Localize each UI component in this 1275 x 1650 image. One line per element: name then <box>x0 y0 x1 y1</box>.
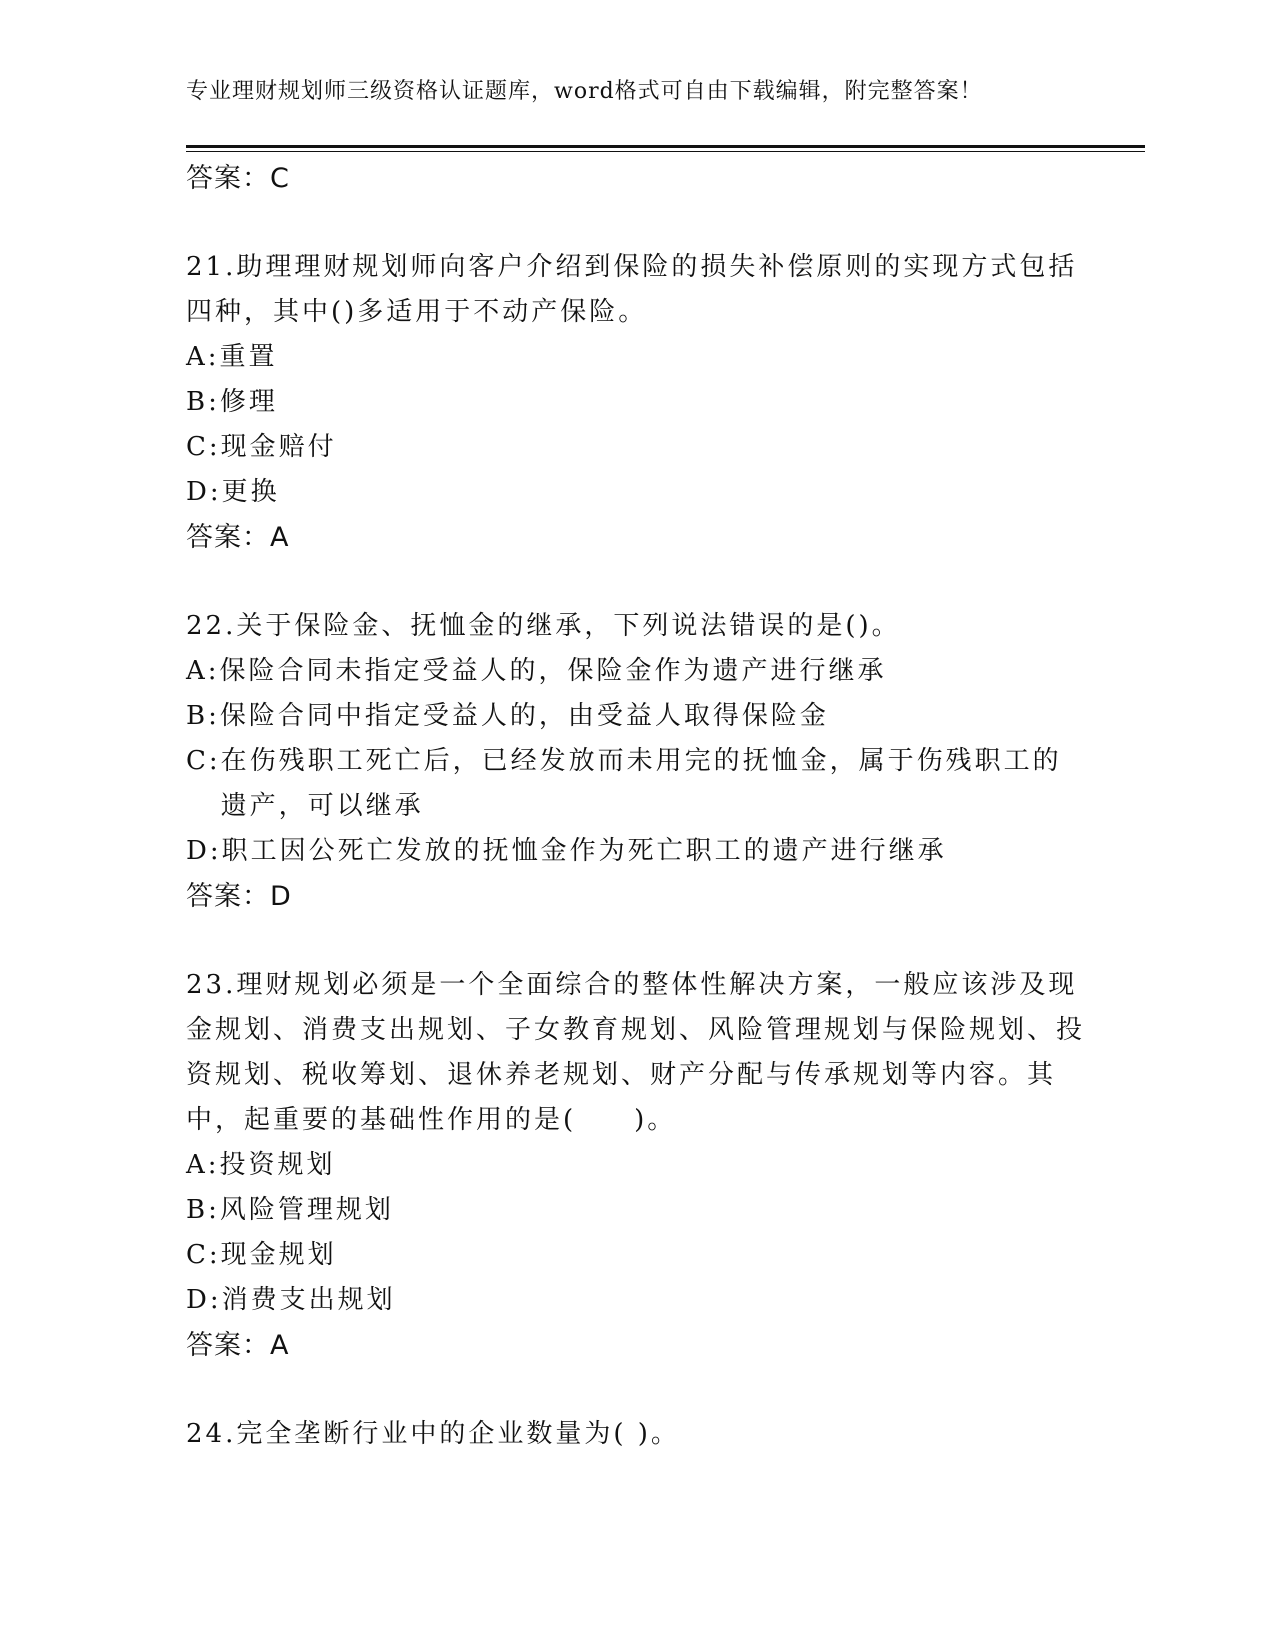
option-key: C: <box>186 432 221 462</box>
option-text: 保险合同未指定受益人的，保险金作为遗产进行继承 <box>219 656 887 686</box>
question-23 <box>186 963 1086 1368</box>
option-text: 投资规划 <box>219 1150 336 1180</box>
option-c <box>186 425 1086 470</box>
option-key: A: <box>186 342 220 372</box>
option-key: C: <box>186 746 221 776</box>
question-stem: 24.完全垄断行业中的企业数量为( )。 <box>186 1419 680 1449</box>
option-text: 职工因公死亡发放的抚恤金作为死亡职工的遗产进行继承 <box>221 836 947 866</box>
spacer <box>186 919 1086 963</box>
option-a <box>186 649 1086 694</box>
option-text: 现金规划 <box>220 1240 337 1270</box>
option-d <box>186 1278 1086 1323</box>
option-text: 在伤残职工死亡后，已经发放而未用完的抚恤金，属于伤残职工的遗产，可以继承 <box>220 746 1062 821</box>
header-rule-thin <box>186 151 1145 152</box>
answer-line: 答案：D <box>186 881 292 912</box>
spacer <box>186 201 1086 245</box>
option-text: 更换 <box>221 477 280 507</box>
question-22 <box>186 604 1086 919</box>
option-text: 重置 <box>219 342 278 372</box>
header-rule <box>186 145 1145 148</box>
option-text: 风险管理规划 <box>219 1195 394 1225</box>
option-b <box>186 1188 1086 1233</box>
option-text: 修理 <box>219 387 278 417</box>
question-stem: 21.助理理财规划师向客户介绍到保险的损失补偿原则的实现方式包括四种，其中()多适用于不动产保险。 <box>186 252 1078 327</box>
option-key: B: <box>186 387 220 417</box>
option-key: A: <box>186 656 220 686</box>
answer-line: 答案：A <box>186 522 290 553</box>
option-text: 保险合同中指定受益人的，由受益人取得保险金 <box>219 701 829 731</box>
option-c <box>186 739 1086 829</box>
option-key: C: <box>186 1240 221 1270</box>
option-c <box>186 1233 1086 1278</box>
question-21 <box>186 245 1086 560</box>
option-key: B: <box>186 701 220 731</box>
option-a <box>186 1143 1086 1188</box>
option-text: 消费支出规划 <box>221 1285 396 1315</box>
option-d <box>186 829 1086 874</box>
question-stem: 22.关于保险金、抚恤金的继承，下列说法错误的是()。 <box>186 611 901 641</box>
option-key: D: <box>186 836 222 866</box>
page-header: 专业理财规划师三级资格认证题库，word格式可自由下载编辑，附完整答案！ <box>186 79 983 104</box>
option-b <box>186 380 1086 425</box>
option-key: A: <box>186 1150 220 1180</box>
option-key: B: <box>186 1195 220 1225</box>
question-stem: 23.理财规划必须是一个全面综合的整体性解决方案，一般应该涉及现金规划、消费支出规划、子女教育规划、风险管理规划与保险规划、投资规划、税收筹划、退休养老规划、财产分配与传承规划等内容。其中，起重要的基础性作用的是( )。 <box>186 970 1086 1135</box>
option-d <box>186 470 1086 515</box>
answer-line: 答案：A <box>186 1330 290 1361</box>
option-text: 现金赔付 <box>220 432 337 462</box>
question-content <box>186 156 1086 1457</box>
spacer <box>186 1368 1086 1412</box>
option-b <box>186 694 1086 739</box>
spacer <box>186 560 1086 604</box>
option-a <box>186 335 1086 380</box>
option-key: D: <box>186 1285 222 1315</box>
option-key: D: <box>186 477 222 507</box>
question-24 <box>186 1412 1086 1457</box>
answer-line: 答案：C <box>186 163 290 194</box>
